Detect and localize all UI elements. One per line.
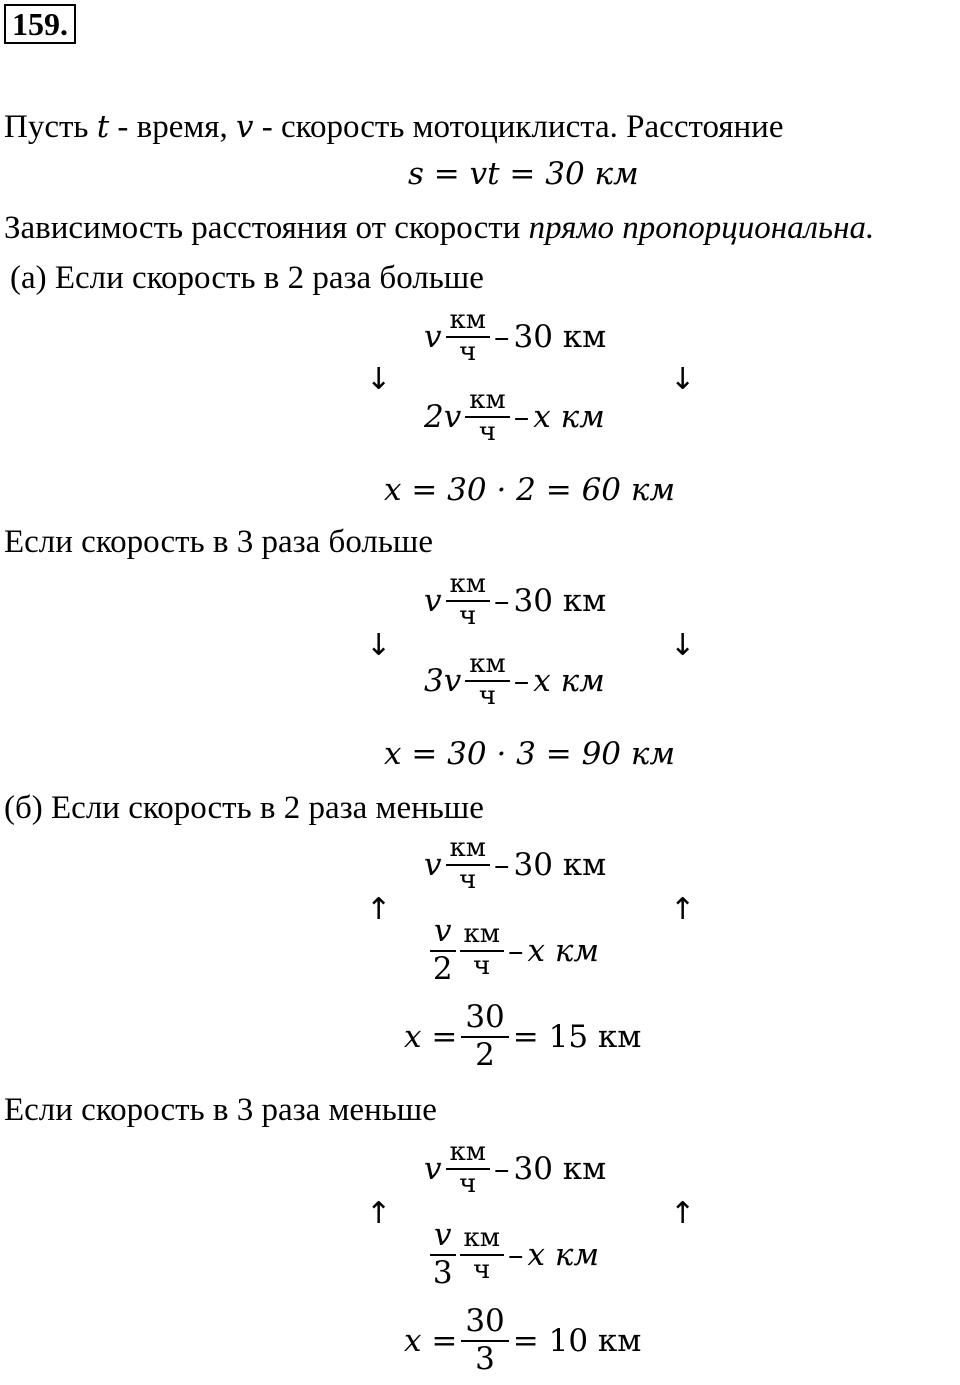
unit-num: км: [446, 834, 490, 866]
result-rhs: = 15 км: [512, 1018, 642, 1055]
section-b-heading: Если скорость в 3 раза больше: [4, 524, 433, 560]
unit-num: км: [465, 386, 509, 418]
section-a-heading: (а) Если скорость в 2 раза больше: [10, 260, 484, 296]
rhs: 30 км: [513, 318, 607, 355]
result-den: 2: [475, 1036, 495, 1073]
section-a-result: x = 30 · 2 = 60 км: [384, 472, 676, 508]
unit-fraction: [446, 570, 490, 632]
section-d-result: [404, 1304, 641, 1377]
unit-den: ч: [459, 1168, 477, 1199]
section-b-result: x = 30 · 3 = 90 км: [384, 736, 676, 772]
rhs: x км: [527, 932, 600, 969]
dash: –: [494, 1150, 510, 1187]
coef-num: v: [430, 1218, 456, 1256]
intro-line: [4, 107, 783, 147]
rhs: x км: [533, 662, 605, 699]
section-a-row2: [424, 386, 605, 448]
problem-number: 159.: [4, 4, 76, 44]
result-num: 30: [461, 1304, 508, 1342]
unit-fraction: [446, 1138, 490, 1200]
unit-den: ч: [478, 416, 497, 447]
coef-fraction: [430, 1218, 456, 1291]
dash: –: [494, 846, 510, 883]
dash: –: [494, 318, 510, 355]
unit-num: км: [465, 650, 509, 682]
coef-fraction: [430, 914, 456, 987]
dash: –: [494, 582, 510, 619]
coef: v: [424, 1150, 442, 1187]
section-b-row1: [424, 570, 606, 632]
var-v: v: [235, 109, 254, 145]
result-den: 3: [475, 1340, 495, 1377]
result-rhs: = 10 км: [512, 1322, 642, 1359]
coef: v: [424, 846, 442, 883]
dash: –: [508, 932, 524, 969]
section-d-row1: [424, 1138, 606, 1200]
dependence-italic: прямо пропорциональна.: [528, 210, 875, 246]
unit-num: км: [460, 920, 504, 952]
unit-num: км: [446, 306, 490, 338]
unit-fraction: [446, 306, 490, 368]
unit-num: км: [446, 570, 490, 602]
dash: –: [513, 662, 530, 699]
rhs: 30 км: [513, 582, 607, 619]
section-b-row2: [424, 650, 605, 712]
unit-fraction: [446, 834, 490, 896]
rhs: 30 км: [513, 846, 607, 883]
arrow-up-left: ↑: [366, 1196, 392, 1231]
section-c-row1: [424, 834, 606, 896]
section-a-row1: [424, 306, 606, 368]
coef: 3v: [424, 662, 462, 699]
result-num: 30: [461, 1000, 508, 1038]
result-lhs: x =: [404, 1322, 458, 1359]
result-fraction: [461, 1304, 508, 1377]
intro-text-1: Пусть: [4, 109, 89, 145]
result-lhs: x =: [404, 1018, 458, 1055]
section-d-heading: Если скорость в 3 раза меньше: [4, 1092, 437, 1128]
unit-fraction: [460, 1224, 504, 1286]
coef-den: 3: [432, 1254, 453, 1291]
arrow-down-left: ↓: [366, 628, 392, 663]
arrow-up-right: ↑: [670, 1196, 696, 1231]
unit-den: ч: [473, 950, 491, 981]
arrow-down-left: ↓: [366, 362, 392, 397]
var-t: t: [96, 109, 110, 145]
dependence-text: Зависимость расстояния от скорости: [4, 210, 529, 246]
section-d-row2: [430, 1218, 599, 1291]
unit-fraction: [465, 386, 509, 448]
rhs: 30 км: [513, 1150, 607, 1187]
intro-text-3: - скорость мотоциклиста. Расстояние: [253, 109, 784, 145]
unit-den: ч: [459, 864, 477, 895]
arrow-down-right: ↓: [670, 628, 696, 663]
arrow-down-right: ↓: [670, 362, 696, 397]
unit-den: ч: [459, 600, 477, 631]
unit-den: ч: [478, 680, 497, 711]
unit-num: км: [460, 1224, 504, 1256]
unit-fraction: [460, 920, 504, 982]
section-c-row2: [430, 914, 599, 987]
section-c-result: [404, 1000, 641, 1073]
arrow-up-right: ↑: [670, 892, 696, 927]
coef: v: [424, 318, 442, 355]
dash: –: [508, 1236, 524, 1273]
unit-fraction: [465, 650, 509, 712]
intro-text-2: - время,: [109, 109, 228, 145]
rhs: x км: [533, 398, 605, 435]
unit-den: ч: [473, 1254, 491, 1285]
coef-num: v: [430, 914, 456, 952]
unit-num: км: [446, 1138, 490, 1170]
coef: v: [424, 582, 442, 619]
dash: –: [513, 398, 530, 435]
dependence-line: [4, 208, 874, 248]
rhs: x км: [527, 1236, 600, 1273]
result-fraction: [461, 1000, 508, 1073]
arrow-up-left: ↑: [366, 892, 392, 927]
unit-den: ч: [459, 336, 477, 367]
coef-den: 2: [432, 950, 453, 987]
formula-s: s = vt = 30 км: [408, 156, 639, 192]
coef: 2v: [424, 398, 462, 435]
problem-number-text: 159: [12, 6, 60, 42]
section-c-heading: (б) Если скорость в 2 раза меньше: [4, 790, 484, 826]
